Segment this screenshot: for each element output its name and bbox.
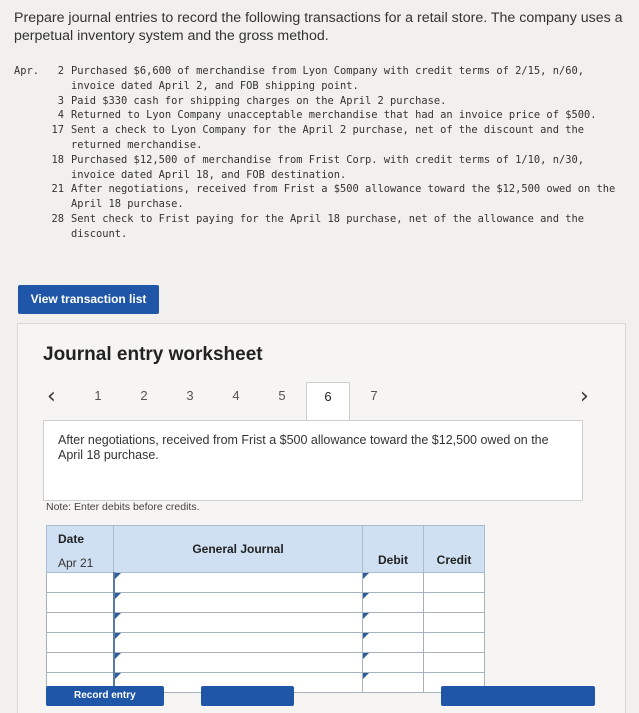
dropdown-marker-icon bbox=[363, 613, 369, 619]
dropdown-marker-icon bbox=[363, 573, 369, 579]
transaction-row: 28 Sent check to Frist paying for the April 18 purchase, net of the allowance and the discount. bbox=[51, 212, 584, 240]
tab-4[interactable]: 4 bbox=[232, 388, 240, 403]
transaction-row: Apr. 2 Purchased $6,600 of merchandise from Lyon Company with credit terms of 2/15, n/60, invoice dated April 2, and FOB shipping point. bbox=[14, 65, 584, 92]
table-row bbox=[47, 573, 485, 593]
tab-6[interactable]: 6 bbox=[306, 382, 350, 422]
view-general-journal-button[interactable] bbox=[441, 686, 595, 706]
debit-input[interactable] bbox=[363, 573, 424, 593]
table-row bbox=[47, 613, 485, 633]
dropdown-marker-icon bbox=[115, 653, 121, 659]
journal-entry-worksheet bbox=[17, 323, 626, 713]
dropdown-marker-icon bbox=[115, 613, 121, 619]
transaction-row: 18 Purchased $12,500 of merchandise from Frist Corp. with credit terms of 1/10, n/30, invoice dated April 18, and FOB destination. bbox=[51, 153, 584, 181]
dropdown-marker-icon bbox=[115, 633, 121, 639]
chevron-right-icon[interactable]: › bbox=[580, 384, 589, 409]
record-entry-button[interactable]: Record entry bbox=[46, 686, 164, 706]
date-header: Date Apr 21 bbox=[47, 526, 114, 573]
tab-7[interactable]: 7 bbox=[370, 388, 378, 403]
credit-header: Credit bbox=[424, 526, 485, 573]
table-row bbox=[47, 653, 485, 673]
dropdown-marker-icon bbox=[363, 633, 369, 639]
dropdown-marker-icon bbox=[363, 673, 369, 679]
credit-input[interactable] bbox=[424, 613, 485, 633]
debit-input[interactable] bbox=[363, 633, 424, 653]
dropdown-marker-icon bbox=[115, 593, 121, 599]
general-journal-header: General Journal bbox=[114, 526, 363, 573]
clear-entry-button[interactable] bbox=[201, 686, 294, 706]
month-label: Apr. bbox=[14, 65, 40, 77]
account-select[interactable] bbox=[114, 633, 363, 653]
entry-date: Apr 21 bbox=[58, 556, 94, 570]
date-cell[interactable] bbox=[47, 613, 114, 633]
account-select[interactable] bbox=[114, 573, 363, 593]
tab-3[interactable]: 3 bbox=[186, 388, 194, 403]
account-select[interactable] bbox=[114, 653, 363, 673]
tab-2[interactable]: 2 bbox=[140, 388, 148, 403]
tab-5[interactable]: 5 bbox=[278, 388, 286, 403]
dropdown-marker-icon bbox=[115, 673, 121, 679]
entry-tabs bbox=[18, 382, 625, 422]
debit-header: Debit bbox=[363, 526, 424, 573]
instructions: Prepare journal entries to record the following transactions for a retail store. The company uses a perpetual inventory system and the gross method. bbox=[14, 10, 623, 44]
credit-input[interactable] bbox=[424, 653, 485, 673]
transaction-row: 17 Sent a check to Lyon Company for the April 2 purchase, net of the discount and the returned merchandise. bbox=[51, 124, 584, 151]
dropdown-marker-icon bbox=[363, 653, 369, 659]
account-select[interactable] bbox=[114, 593, 363, 613]
date-cell[interactable] bbox=[47, 653, 114, 673]
table-row bbox=[47, 593, 485, 613]
date-cell[interactable] bbox=[47, 573, 114, 593]
worksheet-title: Journal entry worksheet bbox=[43, 344, 263, 365]
transaction-list bbox=[14, 64, 626, 242]
journal-table bbox=[46, 525, 485, 693]
entry-note: Note: Enter debits before credits. bbox=[46, 501, 200, 513]
debit-input[interactable] bbox=[363, 653, 424, 673]
view-transaction-list-button[interactable]: View transaction list bbox=[18, 285, 159, 314]
tab-1[interactable]: 1 bbox=[94, 388, 102, 403]
transaction-row: 3 Paid $330 cash for shipping charges on the April 2 purchase. bbox=[57, 94, 447, 107]
date-cell[interactable] bbox=[47, 593, 114, 613]
credit-input[interactable] bbox=[424, 633, 485, 653]
account-select[interactable] bbox=[114, 613, 363, 633]
entry-prompt: After negotiations, received from Frist a $500 allowance toward the $12,500 owed on the April 18 purchase. bbox=[43, 420, 583, 501]
credit-input[interactable] bbox=[424, 573, 485, 593]
dropdown-marker-icon bbox=[115, 573, 121, 579]
transaction-row: 4 Returned to Lyon Company unacceptable merchandise that had an invoice price of $500. bbox=[57, 109, 597, 122]
credit-input[interactable] bbox=[424, 593, 485, 613]
date-cell[interactable] bbox=[47, 633, 114, 653]
table-row bbox=[47, 633, 485, 653]
transaction-row: 21 After negotiations, received from Frist a $500 allowance toward the $12,500 owed on the April 18 purchase. bbox=[51, 183, 616, 211]
chevron-left-icon[interactable]: ‹ bbox=[47, 384, 56, 409]
debit-input[interactable] bbox=[363, 613, 424, 633]
debit-input[interactable] bbox=[363, 593, 424, 613]
debit-input[interactable] bbox=[363, 673, 424, 693]
dropdown-marker-icon bbox=[363, 593, 369, 599]
